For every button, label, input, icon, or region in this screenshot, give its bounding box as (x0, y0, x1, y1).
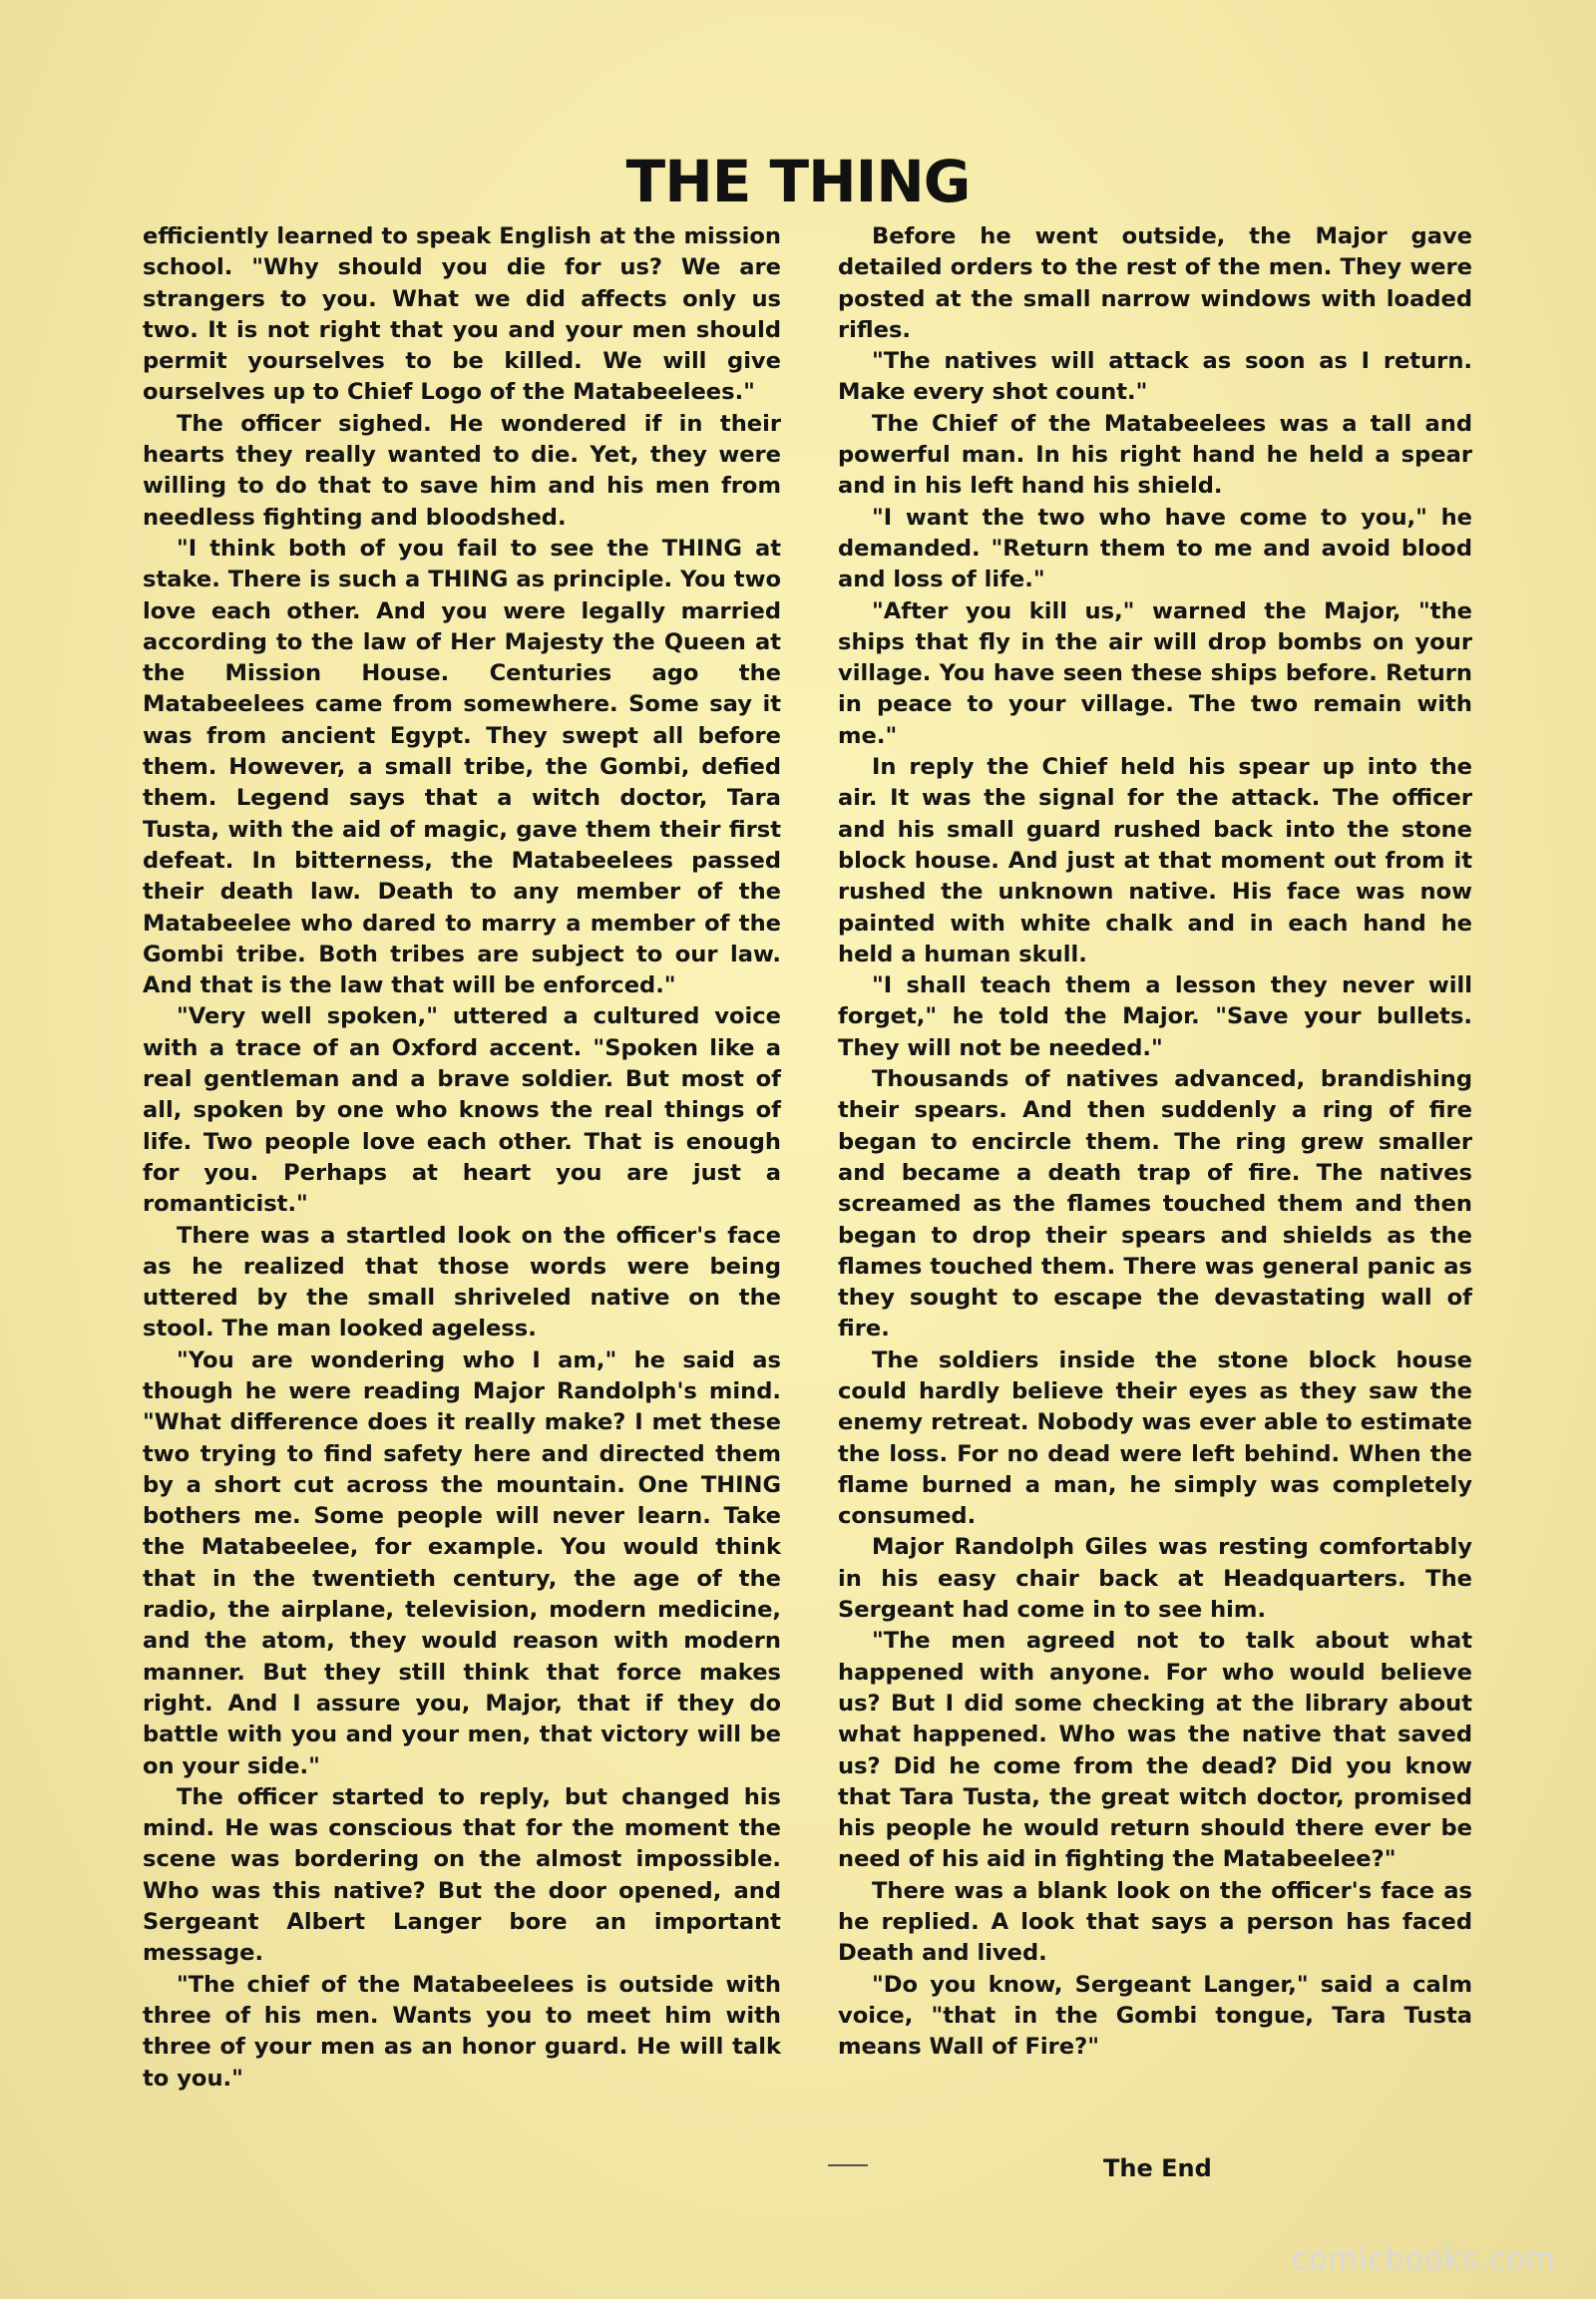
paragraph: The officer started to reply, but changed his mind. He was conscious that for the moment the scene was bordering on the almost impossible. Who was this native? But the door opened, and Sergeant Albert Langer bore an important message. (143, 1783, 781, 1967)
paragraph: There was a blank look on the officer's face as he replied. A look that says a person has faced Death and lived. (838, 1877, 1472, 1967)
paragraph: "Very well spoken," uttered a cultured voice with a trace of an Oxford accent. "Spoken like a real gentleman and a brave soldier. But most of all, spoken by one who knows the real things of life. Two people love each other. That is enough for you. Perhaps at heart you are just a romanticist." (143, 1003, 781, 1218)
story-title: THE THING (625, 148, 971, 215)
paragraph: "I shall teach them a lesson they never will forget," he told the Major. "Save your bullets. They will not be needed." (838, 972, 1472, 1061)
paragraph: "The men agreed not to talk about what happened with anyone. For who would believe us? But I did some checking at the library about what happened. Who was the native that saved us? Did he come from the dead? Did you know that Tara Tusta, the great witch doctor, promised his people he would return should there ever be need of his aid in fighting the Matabeelee?" (838, 1628, 1472, 1873)
paragraph: The soldiers inside the stone block house could hardly believe their eyes as they saw the enemy retreat. Nobody was ever able to estimate the loss. For no dead were left behind. When the flame burned a man, he simply was completely consumed. (838, 1346, 1472, 1530)
paragraph: In reply the Chief held his spear up into the air. It was the signal for the attack. The officer and his small guard rushed back into the stone block house. And just at that moment out from it rushed the unknown native. His face was now painted with white chalk and in each hand he held a human skull. (838, 754, 1472, 967)
the-end-label: The End (1103, 2154, 1212, 2182)
paragraph: "The natives will attack as soon as I return. Make every shot count." (838, 348, 1472, 406)
paragraph: Major Randolph Giles was resting comfortably in his easy chair back at Headquarters. The Sergeant had come in to see him. (838, 1534, 1472, 1624)
left-text-column (143, 221, 781, 2095)
divider (828, 2164, 868, 2166)
paragraph: Thousands of natives advanced, brandishing their spears. And then suddenly a ring of fire began to encircle them. The ring grew smaller and became a death trap of fire. The natives screamed as the flames touched them and then began to drop their spears and shields as the flames touched them. There was general panic as they sought to escape the devastating wall of fire. (838, 1066, 1472, 1342)
paragraph: "You are wondering who I am," he said as though he were reading Major Randolph's mind. "What difference does it really make? I met these two trying to find safety here and directed them by a short cut across the mountain. One THING bothers me. Some people will never learn. Take the Matabeelee, for example. You would think that in the twentieth century, the age of the radio, the airplane, television, modern medicine, and the atom, they would reason with modern manner. But they still think that force makes right. And I assure you, Major, that if they do battle with you and your men, that victory will be on your side." (143, 1346, 781, 1779)
paragraph: Before he went outside, the Major gave detailed orders to the rest of the men. They were posted at the small narrow windows with loaded rifles. (838, 223, 1472, 343)
watermark: comicbooks.com (1291, 2242, 1556, 2277)
paragraph: "The chief of the Matabeelees is outside with three of his men. Wants you to meet him with three of your men as an honor guard. He will talk to you." (143, 1971, 781, 2092)
paragraph: "I think both of you fail to see the THING at stake. There is such a THING as principle. You two love each other. And you were legally married according to the law of Her Majesty the Queen at the Mission House. Centuries ago the Matabeelees came from somewhere. Some say it was from ancient Egypt. They swept all before them. However, a small tribe, the Gombi, defied them. Legend says that a witch doctor, Tara Tusta, with the aid of magic, gave them their first defeat. In bitterness, the Matabeelees passed their death law. Death to any member of the Matabeelee who dared to marry a member of the Gombi tribe. Both tribes are subject to our law. And that is the law that will be enforced." (143, 535, 781, 999)
paragraph: There was a startled look on the officer's face as he realized that those words were being uttered by the small shriveled native on the stool. The man looked ageless. (143, 1222, 781, 1342)
paragraph: The officer sighed. He wondered if in their hearts they really wanted to die. Yet, they were willing to do that to save him and his men from needless fighting and bloodshed. (143, 410, 781, 531)
right-text-column (838, 221, 1472, 2064)
paragraph: The Chief of the Matabeelees was a tall and powerful man. In his right hand he held a spear and in his left hand his shield. (838, 410, 1472, 500)
paragraph: efficiently learned to speak English at the mission school. "Why should you die for us? We are strangers to you. What we did affects only us two. It is not right that you and your men should permit yourselves to be killed. We will give ourselves up to Chief Logo of the Matabeelees." (143, 223, 781, 406)
paragraph: "Do you know, Sergeant Langer," said a calm voice, "that in the Gombi tongue, Tara Tusta means Wall of Fire?" (838, 1971, 1472, 2061)
paragraph: "I want the two who have come to you," he demanded. "Return them to me and avoid blood and loss of life." (838, 504, 1472, 593)
paragraph: "After you kill us," warned the Major, "the ships that fly in the air will drop bombs on your village. You have seen these ships before. Return in peace to your village. The two remain with me." (838, 597, 1472, 749)
